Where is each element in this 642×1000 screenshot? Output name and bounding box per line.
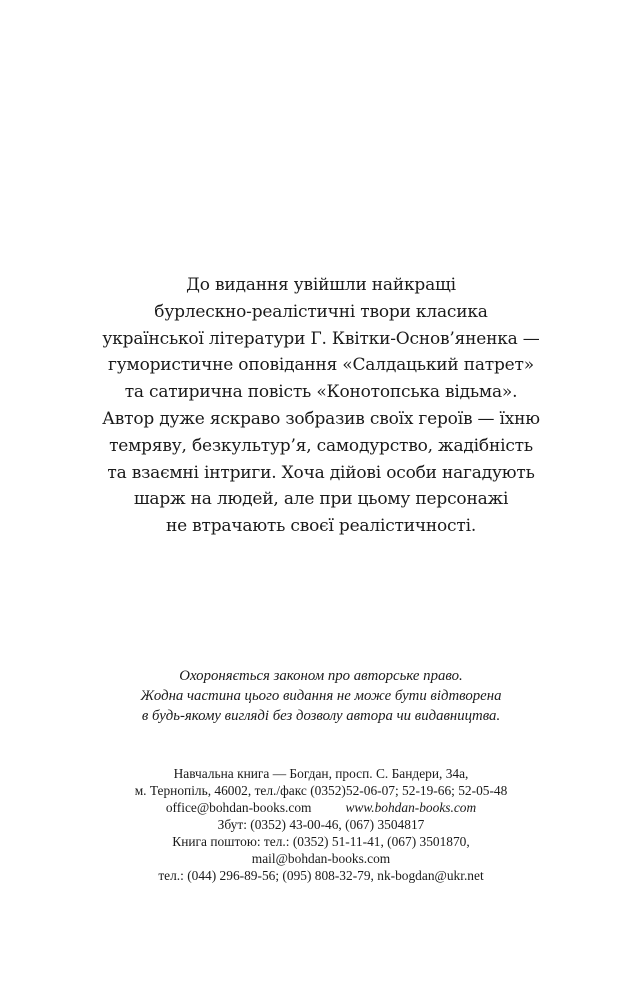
annotation-line: та сатирична повість «Конотопська відьма». xyxy=(124,382,518,403)
annotation-line: не втрачають своєї реалістичності. xyxy=(165,516,477,537)
publisher-address: Навчальна книга — Богдан, просп. С. Бандери, 34а, xyxy=(173,766,469,781)
annotation-line: Автор дуже яскраво зобразив своїх героїв — їхню xyxy=(102,408,540,429)
kyiv-contacts: тел.: (044) 296-89-56; (095) 808-32-79, nk-bogdan@ukr.net xyxy=(158,868,484,883)
annotation-line: та взаємні інтриги. Хоча дійові особи нагадують xyxy=(107,462,535,483)
copyright-line: Жодна частина цього видання не може бути відтворена xyxy=(140,688,502,704)
annotation-line: темряву, безкультур’я, самодурство, жадібність xyxy=(109,435,533,456)
publisher-website: www.bohdan-books.com xyxy=(345,800,477,815)
mail-order-email: mail@bohdan-books.com xyxy=(251,851,391,866)
annotation-line: гумористичне оповідання «Салдацький патрет» xyxy=(108,355,534,376)
annotation-line: української літератури Г. Квітки-Основ’яненка — xyxy=(102,328,540,349)
publisher-imprint xyxy=(0,765,642,884)
publisher-contacts xyxy=(0,799,642,816)
publisher-phones: м. Тернопіль, 46002, тел./факс (0352)52-06-07; 52-19-66; 52-05-48 xyxy=(134,783,508,798)
copyright-notice xyxy=(0,666,642,726)
sales-phones: Збут: (0352) 43-00-46, (067) 3504817 xyxy=(217,817,425,832)
copyright-line: в будь-якому вигляді без дозволу автора чи видавництва. xyxy=(141,708,501,724)
annotation-line: шарж на людей, але при цьому персонажі xyxy=(133,489,509,510)
book-annotation xyxy=(0,272,642,540)
annotation-line: До видання увійшли найкращі xyxy=(186,275,456,295)
publisher-email: office@bohdan-books.com xyxy=(165,800,312,815)
copyright-line: Охороняється законом про авторське право. xyxy=(179,668,463,684)
annotation-line: бурлескно-реалістичні твори класика xyxy=(154,301,488,322)
mail-order-phones: Книга поштою: тел.: (0352) 51-11-41, (067) 3501870, xyxy=(172,834,470,849)
